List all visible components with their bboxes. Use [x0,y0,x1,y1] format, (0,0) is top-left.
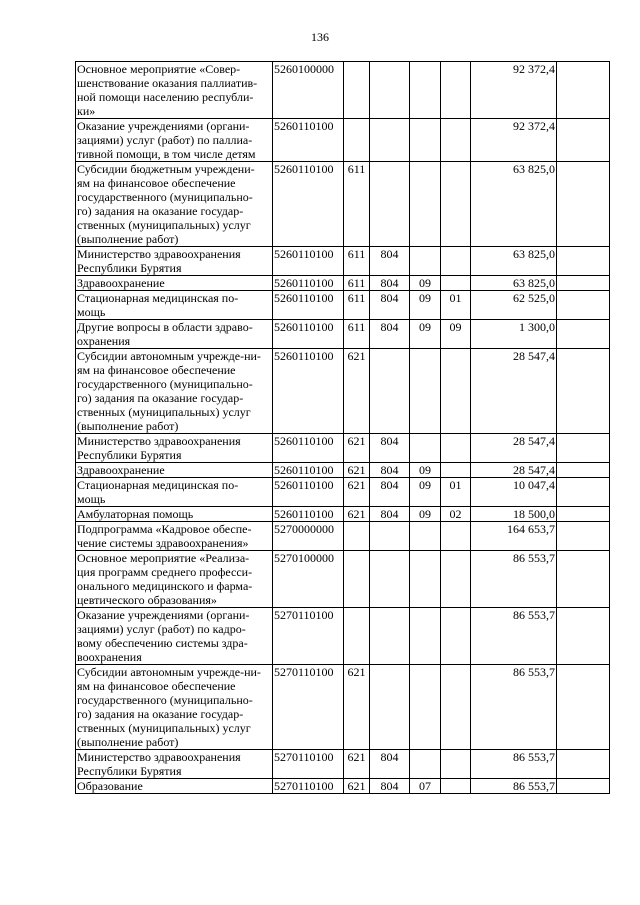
row-name-line: ки» [77,104,96,118]
row-empty-column [557,62,610,119]
row-rz [410,522,441,551]
row-name [76,349,273,434]
row-amount: 10 047,4 [471,478,557,507]
row-name-line: Республики Бурятия [77,261,182,275]
row-rz [410,62,441,119]
row-rz [410,608,441,665]
row-rz [410,551,441,608]
row-name-line: ственных (муниципальных) услуг [77,405,251,419]
row-vr: 621 [344,750,370,779]
row-name-line: ной помощи населению республи- [77,90,254,104]
row-gr: 804 [370,276,410,291]
table-row [76,551,610,608]
row-code: 5270110100 [273,779,344,794]
row-name-line: Министерство здравоохранения [77,750,241,764]
row-name [76,276,273,291]
row-amount: 92 372,4 [471,62,557,119]
table-row [76,247,610,276]
row-code: 5260110100 [273,349,344,434]
row-amount: 62 525,0 [471,291,557,320]
row-name [76,291,273,320]
row-name-line: (выполнение работ) [77,232,179,246]
row-empty-column [557,478,610,507]
row-name-line: ственных (муниципальных) услуг [77,218,251,232]
row-name [76,434,273,463]
row-vr: 621 [344,665,370,750]
row-name-line: зациями) услуг (работ) по кадро- [77,622,246,636]
row-name [76,507,273,522]
row-gr: 804 [370,463,410,478]
row-name-line: (выполнение работ) [77,735,179,749]
page-number: 136 [311,30,329,44]
row-name-line: Республики Бурятия [77,764,182,778]
row-name-line: (выполнение работ) [77,419,179,433]
row-gr: 804 [370,434,410,463]
table-row [76,478,610,507]
row-code: 5260110100 [273,247,344,276]
row-rz: 07 [410,779,441,794]
row-pr [441,608,471,665]
row-name-line: го) задания на оказание государ- [77,204,244,218]
row-code: 5260110100 [273,434,344,463]
table-row [76,779,610,794]
row-rz [410,665,441,750]
row-amount: 1 300,0 [471,320,557,349]
row-gr: 804 [370,320,410,349]
row-empty-column [557,291,610,320]
row-name-line: мощь [77,305,106,319]
row-amount: 86 553,7 [471,750,557,779]
row-empty-column [557,507,610,522]
row-empty-column [557,608,610,665]
row-name [76,463,273,478]
row-name [76,119,273,162]
row-vr: 621 [344,434,370,463]
row-pr: 01 [441,291,471,320]
row-vr: 621 [344,779,370,794]
row-name-line: Субсидии автономным учрежде-ни- [77,349,261,363]
row-gr [370,162,410,247]
row-name-line: Субсидии автономным учрежде-ни- [77,665,261,679]
row-empty-column [557,434,610,463]
row-name-line: тивной помощи, в том числе детям [77,147,256,161]
row-name [76,551,273,608]
row-name-line: го) задания на оказание государ- [77,707,244,721]
row-pr [441,665,471,750]
row-name-line: охранения [77,334,131,348]
row-name-line: государственного (муниципально- [77,377,253,391]
budget-table-body [76,62,610,794]
row-amount: 86 553,7 [471,665,557,750]
row-name-line: мощь [77,492,106,506]
row-name-line: воохранения [77,650,142,664]
row-rz: 09 [410,320,441,349]
table-row [76,119,610,162]
table-row [76,434,610,463]
row-amount: 28 547,4 [471,349,557,434]
row-empty-column [557,276,610,291]
row-code: 5260110100 [273,320,344,349]
row-vr: 611 [344,320,370,349]
row-empty-column [557,162,610,247]
row-empty-column [557,320,610,349]
row-amount: 28 547,4 [471,463,557,478]
row-gr: 804 [370,750,410,779]
row-name-line: Амбулаторная помощь [77,507,194,521]
row-name-line: Образование [77,779,143,793]
row-name-line: Стационарная медицинская по- [77,291,239,305]
row-name [76,750,273,779]
row-empty-column [557,750,610,779]
row-name-line: онального медицинского и фарма- [77,579,253,593]
row-code: 5260100000 [273,62,344,119]
row-vr [344,608,370,665]
row-name [76,478,273,507]
row-name-line: зациями) услуг (работ) по паллиа- [77,133,253,147]
row-name-line: государственного (муниципально- [77,190,253,204]
table-row [76,507,610,522]
row-rz: 09 [410,291,441,320]
row-amount: 18 500,0 [471,507,557,522]
table-row [76,276,610,291]
row-code: 5260110100 [273,276,344,291]
row-amount: 164 653,7 [471,522,557,551]
row-amount: 86 553,7 [471,608,557,665]
row-code: 5270110100 [273,750,344,779]
table-row [76,522,610,551]
row-rz [410,119,441,162]
row-name-line: Основное мероприятие «Реализа- [77,551,250,565]
row-empty-column [557,522,610,551]
row-pr [441,247,471,276]
row-gr [370,608,410,665]
row-name-line: Здравоохранение [77,276,165,290]
row-name [76,665,273,750]
row-vr [344,522,370,551]
row-name-line: Субсидии бюджетным учреждени- [77,162,255,176]
table-row [76,750,610,779]
row-gr: 804 [370,247,410,276]
row-gr [370,551,410,608]
row-empty-column [557,463,610,478]
row-vr: 611 [344,162,370,247]
row-code: 5260110100 [273,463,344,478]
row-amount: 28 547,4 [471,434,557,463]
row-amount: 92 372,4 [471,119,557,162]
row-name-line: Здравоохранение [77,463,165,477]
row-name-line: государственного (муниципально- [77,693,253,707]
row-name-line: Министерство здравоохранения [77,247,241,261]
row-gr: 804 [370,291,410,320]
row-name-line: ям на финансовое обеспечение [77,363,236,377]
row-vr: 621 [344,463,370,478]
row-name-line: ям на финансовое обеспечение [77,176,236,190]
row-pr [441,349,471,434]
row-vr: 611 [344,291,370,320]
row-name [76,247,273,276]
table-row [76,162,610,247]
row-name-line: ям на финансовое обеспечение [77,679,236,693]
row-code: 5270100000 [273,551,344,608]
row-pr [441,434,471,463]
row-rz: 09 [410,276,441,291]
row-name [76,320,273,349]
row-code: 5260110100 [273,478,344,507]
row-code: 5260110100 [273,119,344,162]
row-gr [370,665,410,750]
row-name-line: ция программ среднего професси- [77,565,253,579]
row-name-line: Стационарная медицинская по- [77,478,239,492]
row-rz [410,750,441,779]
row-pr [441,522,471,551]
row-pr: 01 [441,478,471,507]
row-code: 5260110100 [273,291,344,320]
row-pr [441,62,471,119]
row-empty-column [557,119,610,162]
row-name-line: Основное мероприятие «Совер- [77,62,241,76]
row-empty-column [557,247,610,276]
row-vr: 611 [344,247,370,276]
row-pr [441,750,471,779]
row-pr [441,119,471,162]
row-name [76,162,273,247]
row-gr [370,349,410,434]
row-rz: 09 [410,463,441,478]
row-pr [441,276,471,291]
row-name-line: вому обеспечению системы здра- [77,636,248,650]
row-vr [344,551,370,608]
row-rz [410,434,441,463]
row-name-line: Подпрограмма «Кадровое обеспе- [77,522,252,536]
row-name-line: чение системы здравоохранения» [77,536,249,550]
row-name [76,522,273,551]
row-rz [410,247,441,276]
row-name-line: Оказание учреждениями (органи- [77,119,250,133]
row-amount: 86 553,7 [471,779,557,794]
row-name [76,779,273,794]
row-name-line: цевтического образования» [77,593,217,607]
row-gr: 804 [370,507,410,522]
row-pr [441,463,471,478]
row-name-line: Другие вопросы в области здраво- [77,320,253,334]
row-name [76,608,273,665]
table-row [76,62,610,119]
row-empty-column [557,349,610,434]
row-name-line: Оказание учреждениями (органи- [77,608,250,622]
row-gr: 804 [370,779,410,794]
row-pr [441,551,471,608]
row-empty-column [557,665,610,750]
row-amount: 63 825,0 [471,276,557,291]
row-pr: 09 [441,320,471,349]
budget-table [75,61,610,794]
row-name-line: Министерство здравоохранения [77,434,241,448]
row-code: 5260110100 [273,162,344,247]
row-vr: 621 [344,478,370,507]
row-name [76,62,273,119]
row-vr: 621 [344,349,370,434]
row-rz [410,162,441,247]
table-row [76,291,610,320]
row-rz: 09 [410,507,441,522]
row-code: 5260110100 [273,507,344,522]
row-empty-column [557,779,610,794]
row-amount: 86 553,7 [471,551,557,608]
row-name-line: го) задания па оказание государ- [77,391,244,405]
table-row [76,349,610,434]
table-row [76,665,610,750]
row-code: 5270110100 [273,665,344,750]
table-row [76,463,610,478]
row-vr: 621 [344,507,370,522]
row-pr: 02 [441,507,471,522]
row-name-line: Республики Бурятия [77,448,182,462]
row-rz [410,349,441,434]
row-name-line: ственных (муниципальных) услуг [77,721,251,735]
table-row [76,608,610,665]
row-pr [441,779,471,794]
row-gr [370,119,410,162]
row-gr [370,62,410,119]
row-vr [344,119,370,162]
row-gr: 804 [370,478,410,507]
row-empty-column [557,551,610,608]
row-pr [441,162,471,247]
row-vr: 611 [344,276,370,291]
row-code: 5270000000 [273,522,344,551]
row-vr [344,62,370,119]
row-rz: 09 [410,478,441,507]
row-code: 5270110100 [273,608,344,665]
table-row [76,320,610,349]
row-gr [370,522,410,551]
row-name-line: шенствование оказания паллиатив- [77,76,258,90]
row-amount: 63 825,0 [471,247,557,276]
row-amount: 63 825,0 [471,162,557,247]
